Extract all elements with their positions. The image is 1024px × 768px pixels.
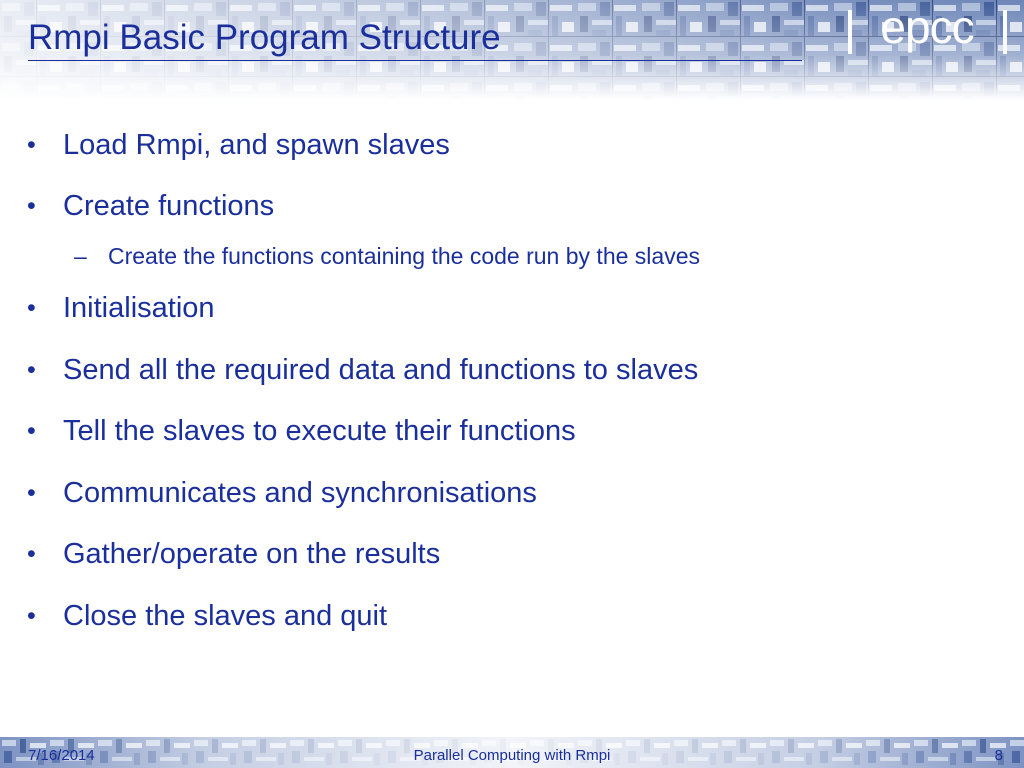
bullet-text: Load Rmpi, and spawn slaves — [63, 129, 450, 161]
sub-bullet-marker: – — [74, 243, 87, 269]
bullet-marker: • — [27, 294, 36, 322]
bullet-marker: • — [27, 540, 36, 568]
bullet-item — [0, 601, 1000, 641]
bullet-text: Close the slaves and quit — [63, 600, 388, 632]
bullet-item — [0, 293, 1000, 333]
bullet-item — [0, 355, 1000, 395]
bullet-text: Communicates and synchronisations — [63, 477, 537, 509]
bullet-text: Gather/operate on the results — [63, 538, 441, 570]
footer-title: Parallel Computing with Rmpi — [413, 747, 611, 764]
bullet-text: Create functions — [63, 190, 275, 222]
bullet-item — [0, 416, 1000, 456]
page-number: 8 — [994, 747, 1003, 764]
bullet-text: Tell the slaves to execute their functions — [63, 415, 576, 447]
slide-footer — [0, 737, 1024, 768]
slide-title: Rmpi Basic Program Structure — [28, 18, 501, 57]
bullet-item — [0, 478, 1000, 518]
footer-date: 7/16/2014 — [28, 747, 95, 764]
bullet-marker: • — [27, 479, 36, 507]
bullet-marker: • — [27, 192, 36, 220]
bullet-marker: • — [27, 356, 36, 384]
sub-bullet-item — [0, 243, 1000, 273]
bullet-item — [0, 191, 1000, 231]
bullet-marker: • — [27, 602, 36, 630]
logo-text: epcc — [880, 2, 974, 53]
sub-bullet-text: Create the functions containing the code run by the slaves — [108, 243, 700, 269]
bullet-text: Send all the required data and functions to slaves — [63, 354, 699, 386]
bullet-text: Initialisation — [63, 292, 215, 324]
bullet-marker: • — [27, 131, 36, 159]
bullet-item — [0, 130, 1000, 170]
bullet-item — [0, 539, 1000, 579]
bullet-marker: • — [27, 417, 36, 445]
